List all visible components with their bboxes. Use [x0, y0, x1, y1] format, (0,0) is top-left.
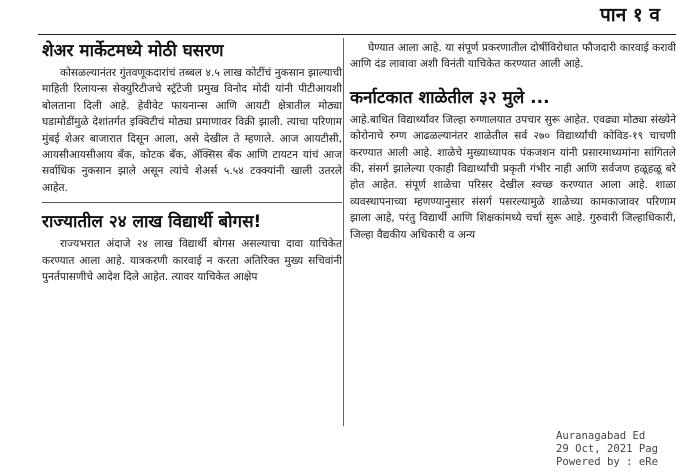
page-number-label: पान १ व — [600, 4, 660, 26]
headline-bogus-students: राज्यातील २४ लाख विद्यार्थी बोगस! — [42, 212, 262, 233]
article-continuation-body: घेण्यात आला आहे. या संपूर्ण प्रकरणातील दोषींविरोधात फौजदारी कारवाई करावी आणि दंड लावावा अशी विनंती याचिकेत करण्यात आली आहे. — [350, 42, 676, 71]
article-separator — [42, 202, 342, 203]
footer-date-page: 29 Oct, 2021 Pag — [556, 443, 659, 455]
article-karnataka-body: आहे.बाधित विद्यार्थ्यांवर जिल्हा रुग्णालयात उपचार सुरू आहेत. एवढ्या मोठ्या संख्येने कोरोनाचे रुग्ण आढळल्यानंतर शाळेतील सर्व २७० विद्यार्थ्यांची कोविड-१९ चाचणी करण्यात आली आहे. शाळेचे मुख्याध्यापक पंकजशन यांनी प्रसारमाध्यमांना सांगितले की, संसर्ग झालेल्या एकाही विद्यार्थ्यांची प्रकृती गंभीर नाही आणि सर्वजण हळूहळू बरे होत आहेत. संपूर्ण शाळेचा परिसर देखील स्वच्छ करण्यात आला आहे. शाळा व्यवस्थापनाच्या म्हणण्यानुसार संसर्ग पसरल्यामुळे शाळेच्या कामकाजावर परिणाम झाला आहे, परंतु विद्यार्थी आणि शिक्षकांमध्ये चर्चा सुरू आहे. गुरुवारी जिल्हाधिकारी, जिल्हा वैद्यकीय अधिकारी व अन्य — [350, 113, 676, 241]
article-gap — [350, 73, 676, 87]
footer-edition: Auranagabad Ed — [556, 430, 646, 442]
right-column — [350, 40, 676, 243]
edition-footer — [556, 430, 676, 469]
footer-powered-by: Powered by : eRe — [556, 456, 659, 468]
left-column — [42, 40, 342, 285]
article-share-market-body: कोसळल्यानंतर गुंतवणूकदारांचं तब्बल ४.५ लाख कोटींचं नुकसान झाल्याची माहिती रिलायन्स सेक्युरिटीजचे स्ट्रॅटेजी प्रमुख विनोद मोदी यांनी पीटीआयशी बोलताना दिली आहे. हेवीवेट फायनान्स आणि आयटी क्षेत्रातील मोठ्या घडामोडींमुळे देशांतर्गत इक्विटीचं मोठ्या प्रमाणावर विक्री झाली. त्याचा परिणाम मुंबई शेअर बाजारात दिसून आला, असे देखील ते म्हणाले. आज आयटीसी, आयसीआयसीआय बँक, कोटक बँक, ॲक्सिस बँक आणि टायटन यांचं आज सर्वाधिक नुकसान झाले असून त्यांचे शेअर्स ५.५४ टक्क्यांनी खाली उतरले आहेत. — [42, 67, 342, 194]
article-bogus-students-body: राज्यभरात अंदाजे २४ लाख विद्यार्थी बोगस असल्याचा दावा याचिकेत करण्यात आला आहे. यात्रकरणी कारवाई न करता अतिरिक्त मुख्य सचिवांनी पुनर्तपासणीचे आदेश दिले आहेत. त्यावर याचिकेत आक्षेप — [42, 238, 342, 284]
headline-karnataka-school: कर्नाटकात शाळेतील ३२ मुले ... — [350, 87, 550, 108]
top-rule — [38, 34, 676, 35]
column-divider — [343, 38, 344, 426]
headline-share-market: शेअर मार्केटमध्ये मोठी घसरण — [42, 41, 224, 61]
